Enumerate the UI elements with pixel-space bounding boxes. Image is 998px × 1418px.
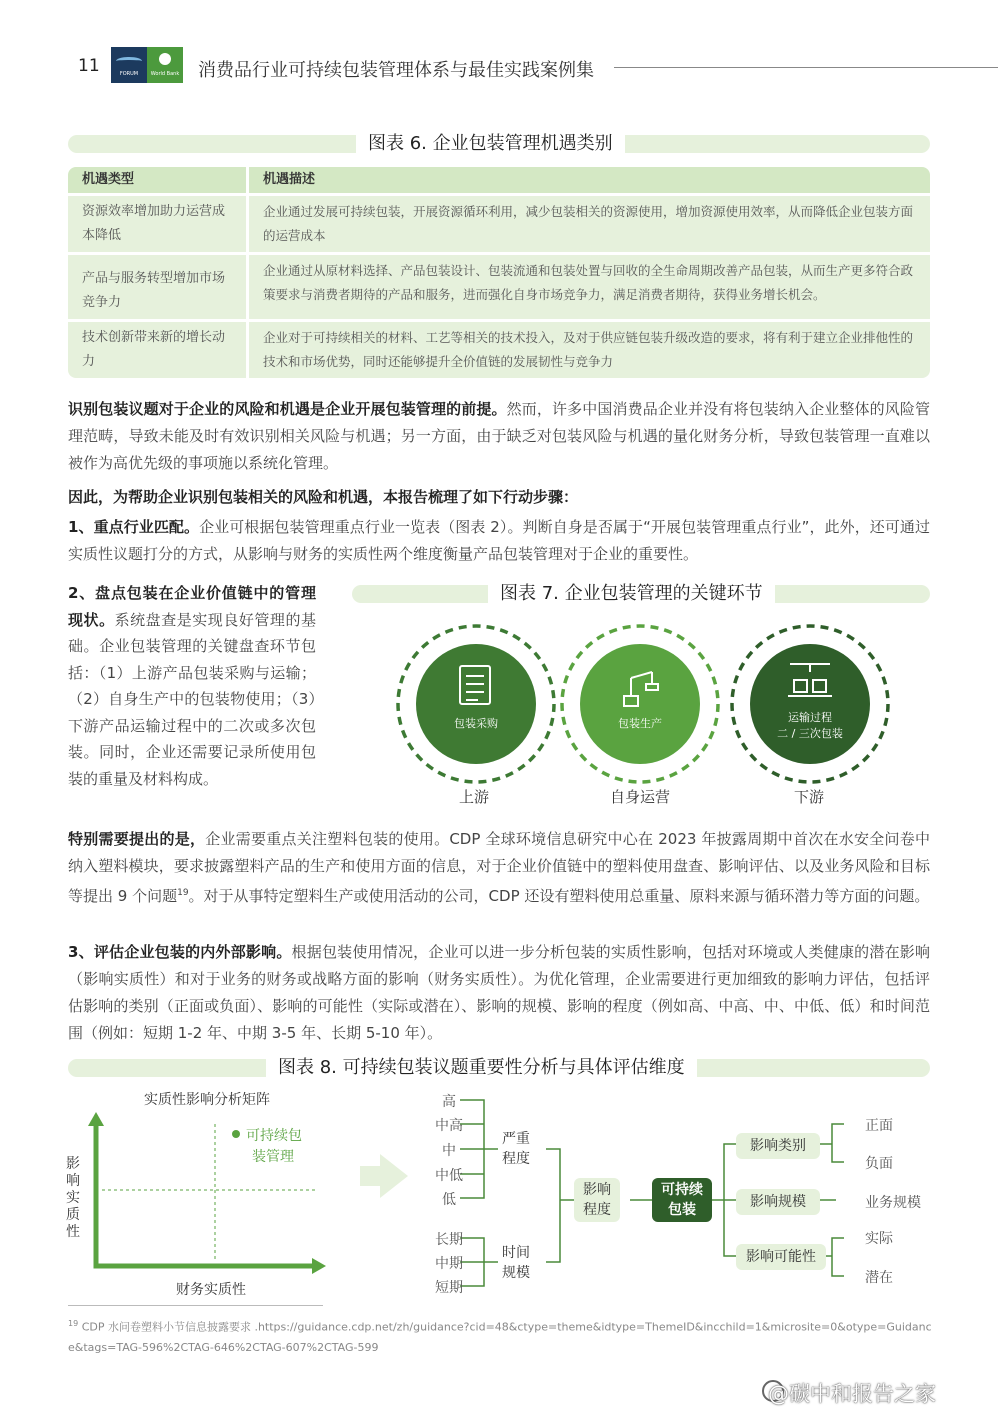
page-number: 11 xyxy=(78,56,100,76)
stage-downstream: 下游 xyxy=(794,788,825,806)
circle-label-procurement: 包装采购 xyxy=(454,717,498,730)
time-range-label: 时间规模 xyxy=(502,1245,530,1281)
y-arrow xyxy=(88,1112,104,1126)
transition-arrow xyxy=(360,1154,408,1198)
topic-point xyxy=(232,1130,240,1138)
fig7-title: 图表 7. 企业包装管理的关键环节 xyxy=(488,581,775,607)
type-leaf: 正面 xyxy=(865,1118,893,1134)
opportunity-desc: 企业通过从原材料选择、产品包装设计、包装流通和包装处置与回收的全生命周期改善产品包装，从而生产更多符合政策要求与消费者期待的产品和服务，进而强化自身市场竞争力，满足消费者期待，获得业务增长机会。 xyxy=(249,255,930,319)
circle-label-production: 包装生产 xyxy=(618,717,662,730)
opportunity-table xyxy=(68,167,930,381)
opportunity-type: 产品与服务转型增加市场竞争力 xyxy=(68,255,246,319)
x-arrow xyxy=(312,1258,326,1274)
opportunity-desc: 企业通过发展可持续包装，开展资源循环利用，减少包装相关的资源使用，增加资源使用效率，从而降低企业包装方面的运营成本 xyxy=(249,196,930,252)
partner-logo: World Bank xyxy=(147,47,183,83)
time-level: 长期 xyxy=(435,1232,463,1248)
forum-logo: FORUM xyxy=(111,47,147,83)
fig8-title: 图表 8. 可持续包装议题重要性分析与具体评估维度 xyxy=(266,1055,697,1081)
opportunity-desc: 企业对于可持续相关的材料、工艺等相关的技术投入，及对于供应链包装升级改造的要求，将有利于建立企业排他性的技术和市场优势，同时还能够提升全价值链的发展韧性与竞争力 xyxy=(249,322,930,378)
sustainable-packaging-box: 可持续包装 xyxy=(652,1178,712,1222)
severity-level: 高 xyxy=(442,1094,456,1110)
table-row xyxy=(68,255,930,319)
document-title: 消费品行业可持续包装管理体系与最佳实践案例集 xyxy=(198,60,594,81)
footnote-divider xyxy=(68,1305,323,1306)
impact-degree-box: 影响程度 xyxy=(574,1178,620,1222)
header-divider xyxy=(614,67,998,68)
table-row xyxy=(68,322,930,378)
possibility-leaf: 实际 xyxy=(865,1231,893,1247)
severity-label: 严重程度 xyxy=(502,1131,530,1167)
footnote: $^{19}$ CDP 水问卷塑料小节信息披露要求 .https://guidance.cdp.net/zh/guidance?cid=48&ctype=theme&idtype=ThemeID&incchild=1&microsite=0&otype=Guidance&tags=TAG-596%2CTAG-646%2CTAG-607%2CTAG-599 xyxy=(68,1319,932,1354)
topic-label-2: 装管理 xyxy=(252,1149,294,1165)
topic-label-1: 可持续包 xyxy=(246,1128,302,1144)
watermark: @碳中和报告之家 xyxy=(768,1382,936,1406)
paragraph-3: 1、重点行业匹配。企业可根据包装管理重点行业一览表（图表 2）。判断自身是否属于“开展包装管理重点行业”，此外，还可通过实质性议题打分的方式，从影响与财务的实质性两个维度衡量产品包装管理对于企业的重要性。 xyxy=(68,518,930,563)
y-axis-label: 影响实质性 xyxy=(66,1156,80,1240)
paragraph-4: 2、盘点包装在企业价值链中的管理现状。系统盘查是实现良好管理的基础。企业包装管理的关键盘查环节包括：（1）上游产品包装采购与运输；（2）自身生产中的包装物使用；（3）下游产品运输过程中的二次或多次包装。同时，企业还需要记录所使用包装的重量及材料构成。 xyxy=(68,584,316,788)
scale-leaf: 业务规模 xyxy=(865,1195,921,1211)
operations-circle xyxy=(580,644,700,764)
paragraph-1: 识别包装议题对于企业的风险和机遇是企业开展包装管理的前提。然而，许多中国消费品企业并没有将包装纳入企业整体的风险管理范畴，导致未能及时有效识别相关风险与机遇；另一方面，由于缺乏对包装风险与机遇的量化财务分析，导致包装管理一直难以被作为高优先级的事项施以系统化管理。 xyxy=(68,400,930,472)
time-level: 短期 xyxy=(435,1280,463,1296)
severity-level: 中 xyxy=(442,1143,456,1159)
matrix-title: 实质性影响分析矩阵 xyxy=(144,1092,270,1108)
column-header: 机遇类型 xyxy=(68,167,246,193)
table-header xyxy=(68,167,930,193)
stage-operations: 自身运营 xyxy=(610,788,671,806)
type-leaf: 负面 xyxy=(865,1156,893,1172)
value-chain-diagram xyxy=(380,618,920,788)
downstream-circle xyxy=(750,644,870,764)
time-level: 中期 xyxy=(435,1256,463,1272)
fig6-title: 图表 6. 企业包装管理机遇类别 xyxy=(356,131,625,157)
stage-upstream: 上游 xyxy=(459,788,490,806)
severity-level: 中低 xyxy=(435,1168,463,1184)
branch-type: 影响类别 xyxy=(736,1133,820,1159)
opportunity-type: 技术创新带来新的增长动力 xyxy=(68,322,246,378)
possibility-leaf: 潜在 xyxy=(865,1270,893,1286)
branch-scale: 影响规模 xyxy=(736,1189,820,1215)
paragraph-2: 因此，为帮助企业识别包装相关的风险和机遇，本报告梳理了如下行动步骤： xyxy=(68,488,579,506)
paragraph-6: 3、评估企业包装的内外部影响。根据包装使用情况，企业可以进一步分析包装的实质性影响，包括对环境或人类健康的潜在影响（影响实质性）和对于业务的财务或战略方面的影响（财务实质性）。为优化管理，企业需要进行更加细致的影响力评估，包括评估影响的类别（正面或负面）、影响的可能性（实际或潜在）、影响的规模、影响的程度（例如高、中高、中、中低、低）和时间范围（例如：短期 1-2 年、中期 3-5 年、长期 5-10 年）。 xyxy=(68,943,930,1042)
severity-level: 低 xyxy=(442,1192,456,1208)
branch-possibility: 影响可能性 xyxy=(736,1244,826,1270)
table-row xyxy=(68,196,930,252)
severity-level: 中高 xyxy=(435,1118,463,1134)
column-header: 机遇描述 xyxy=(249,167,930,193)
opportunity-type: 资源效率增加助力运营成本降低 xyxy=(68,196,246,252)
x-axis-label: 财务实质性 xyxy=(176,1282,246,1298)
circle-label-transport: 运输过程 二 / 三次包装 xyxy=(777,711,843,740)
paragraph-5: 特别需要提出的是，企业需要重点关注塑料包装的使用。CDP 全球环境信息研究中心在 2023 年披露周期中首次在水安全问卷中纳入塑料模块，要求披露塑料产品的生产和使用方面的信息，对于企业价值链中的塑料使用盘查、影响评估、以及业务风险和目标等提出 9 个问题$^{19}$。对于从事特定塑料生产或使用活动的公司，CDP 还设有塑料使用总重量、原料来源与循环潜力等方面的问题。 xyxy=(68,830,930,905)
